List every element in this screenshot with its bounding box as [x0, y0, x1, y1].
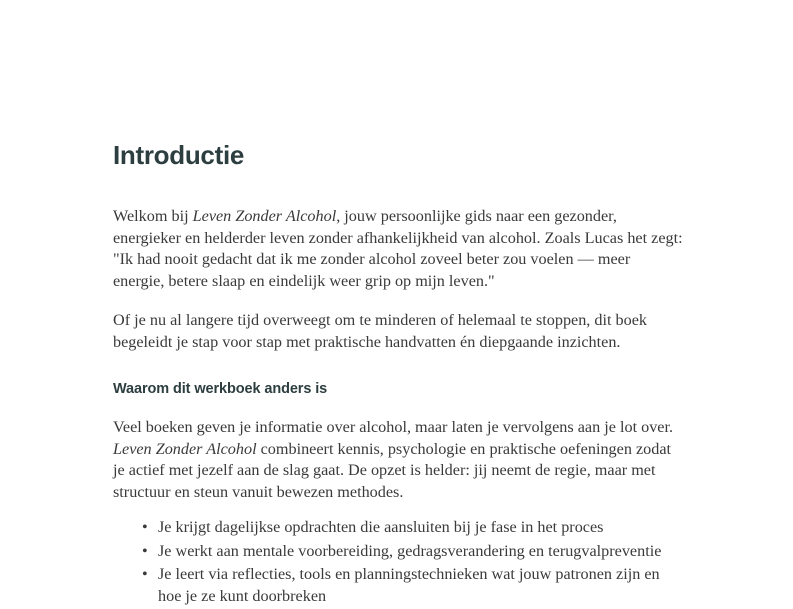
third-paragraph-lead: Veel boeken geven je informatie over alcohol, maar laten je vervolgens aan je lot over.	[113, 418, 674, 436]
list-item-label: Je werkt aan mentale voorbereiding, gedragsverandering en terugvalpreventie	[158, 541, 662, 560]
page-title: Introductie	[113, 140, 245, 170]
book-title-italic: Leven Zonder Alcohol	[192, 207, 337, 225]
feature-bullet-list	[113, 517, 685, 607]
intro-paragraph	[113, 206, 685, 292]
list-item	[113, 564, 685, 607]
bullet-point-icon: •	[142, 565, 148, 583]
second-paragraph: Of je nu al langere tijd overweegt om te minderen of helemaal te stoppen, dit boek begeleidt je stap voor stap met praktische handvatten én diepgaande inzichten.	[113, 311, 648, 351]
third-paragraph	[113, 417, 685, 503]
intro-paragraph-rest: , jouw persoonlijke gids naar een gezonder, energieker en helderder leven zonder afhankelijkheid van alcohol. Zoals Lucas het zegt: "Ik had nooit gedacht dat ik me zonder alcohol zoveel beter zou voelen — meer energie, betere slaap en eindelijk weer grip op mijn leven."	[113, 207, 683, 290]
list-item	[113, 517, 685, 539]
section-subheading: Waarom dit werkboek anders is	[113, 381, 328, 397]
list-item-label: Je krijgt dagelijkse opdrachten die aansluiten bij je fase in het proces	[158, 518, 604, 536]
bullet-point-icon: •	[142, 518, 148, 536]
document-content	[113, 140, 685, 609]
list-item	[113, 541, 685, 563]
book-title-italic-second: Leven Zonder Alcohol	[113, 439, 257, 458]
third-paragraph-rest: combineert kennis, psychologie en praktische oefeningen zodat je actief met jezelf aan de slag gaat. De opzet is helder: jij neemt de regie, maar met structuur en steun vanuit bewezen methodes.	[113, 439, 672, 501]
list-item-label: Je leert via reflecties, tools en planningstechnieken wat jouw patronen zijn en hoe je ze kunt doorbreken	[158, 565, 660, 605]
intro-paragraph-lead: Welkom bij	[113, 207, 193, 225]
bullet-point-icon: •	[142, 541, 148, 560]
